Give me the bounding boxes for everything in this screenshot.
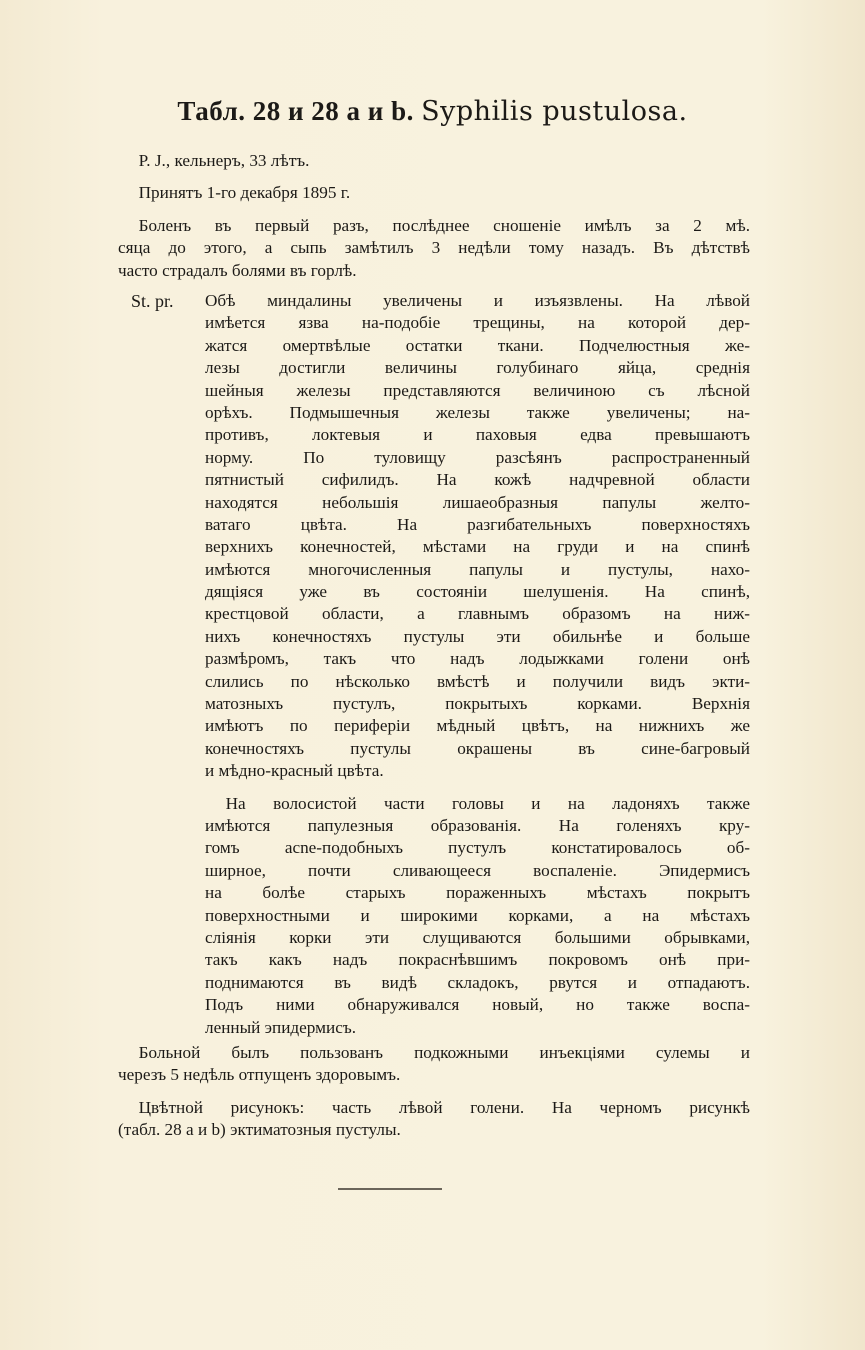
- status-line: крестцовой области, а главнымъ образомъ на ниж-: [205, 604, 750, 624]
- status-line: ленный эпидермисъ.: [205, 1017, 357, 1037]
- closing-line: Больной былъ пользованъ подкожными инъекціями сулемы и: [138, 1043, 750, 1062]
- status-label: St. pr.: [131, 291, 174, 311]
- status-line: и мѣдно-красный цвѣта.: [205, 761, 384, 781]
- title-latin: Syphilis pustulosa.: [421, 96, 688, 127]
- end-rule: [338, 1188, 442, 1190]
- status-line: пятнистый сифилидъ. На кожѣ надчревной области: [205, 470, 750, 490]
- status-line: верхнихъ конечностей, мѣстами на груди и на спинѣ: [205, 537, 750, 557]
- intro-line: сяца до этого, а сыпь замѣтилъ 3 недѣли тому назадъ. Въ дѣтствѣ: [118, 238, 750, 258]
- status-line: имѣютъ по периферіи мѣдный цвѣтъ, на нижнихъ же: [205, 716, 750, 736]
- closing-line: черезъ 5 недѣль отпущенъ здоровымъ.: [118, 1065, 401, 1085]
- status-line: имѣются папулезныя образованія. На голеняхъ кру-: [205, 815, 750, 835]
- page-title: [0, 96, 865, 127]
- intro-line: P. J., кельнеръ, 33 лѣтъ.: [138, 151, 310, 170]
- status-line: сліянія корки эти слущиваются большими обрывками,: [205, 927, 750, 947]
- status-line: жатся омертвѣлые остатки ткани. Подчелюстныя же-: [205, 335, 750, 355]
- status-line: шейныя железы представляются величиною съ лѣсной: [205, 380, 750, 400]
- closing-line: (табл. 28 а и b) эктиматозныя пустулы.: [118, 1120, 401, 1140]
- status-line: На волосистой части головы и на ладоняхъ также: [225, 793, 750, 813]
- status-line: находятся небольшія лишаеобразныя папулы желто-: [205, 492, 750, 512]
- status-text: [205, 290, 750, 1039]
- status-line: противъ, локтевыя и паховыя едва превышаютъ: [205, 425, 750, 445]
- intro-line: Боленъ въ первый разъ, послѣднее сношеніе имѣлъ за 2 мѣ.: [138, 215, 750, 235]
- status-line: дящіяся уже въ состояніи шелушенія. На спинѣ,: [205, 582, 750, 602]
- status-line: Подъ ними обнаруживался новый, но также воспа-: [205, 995, 750, 1015]
- status-line: слились по нѣсколько вмѣстѣ и получили видъ экти-: [205, 671, 750, 691]
- intro-line: Принятъ 1-го декабря 1895 г.: [138, 183, 351, 203]
- title-main: Табл. 28 и 28 а и b.: [177, 96, 414, 126]
- status-line: размѣромъ, такъ что надъ лодыжками голени онѣ: [205, 649, 750, 669]
- status-line: лезы достигли величины голубинаго яйца, среднія: [205, 358, 750, 378]
- status-line: норму. По туловищу разсѣянъ распространенный: [205, 447, 750, 467]
- status-line: поднимаются въ видѣ складокъ, рвутся и отпадаютъ.: [205, 972, 750, 992]
- closing-line: Цвѣтной рисунокъ: часть лѣвой голени. На черномъ рисункѣ: [138, 1097, 750, 1117]
- status-line: имѣется язва на-подобіе трещины, на которой дер-: [205, 313, 750, 333]
- status-line: имѣются многочисленныя папулы и пустулы, нахо-: [205, 559, 750, 579]
- status-line: гомъ acne-подобныхъ пустулъ констатировалось об-: [205, 838, 750, 858]
- status-line: ватаго цвѣта. На разгибательныхъ поверхностяхъ: [205, 514, 750, 534]
- status-line: такъ какъ надъ покраснѣвшимъ покровомъ онѣ при-: [205, 950, 750, 970]
- status-line: Обѣ миндалины увеличены и изъязвлены. На лѣвой: [205, 291, 750, 310]
- status-line: матозныхъ пустулъ, покрытыхъ корками. Верхнія: [205, 694, 750, 714]
- intro-paragraphs: [118, 150, 750, 282]
- status-line: орѣхъ. Подмышечныя железы также увеличены; на-: [205, 402, 750, 422]
- status-line: ширное, почти сливающееся воспаленіе. Эпидермисъ: [205, 860, 750, 880]
- status-line: нихъ конечностяхъ пустулы эти обильнѣе и больше: [205, 626, 750, 646]
- status-line: на болѣе старыхъ пораженныхъ мѣстахъ покрытъ: [205, 883, 750, 903]
- status-line: поверхностными и широкими корками, а на мѣстахъ: [205, 905, 750, 925]
- status-line: конечностяхъ пустулы окрашены въ сине-багровый: [205, 738, 750, 758]
- closing-paragraphs: [118, 1042, 750, 1142]
- intro-line: часто страдалъ болями въ горлѣ.: [118, 260, 357, 280]
